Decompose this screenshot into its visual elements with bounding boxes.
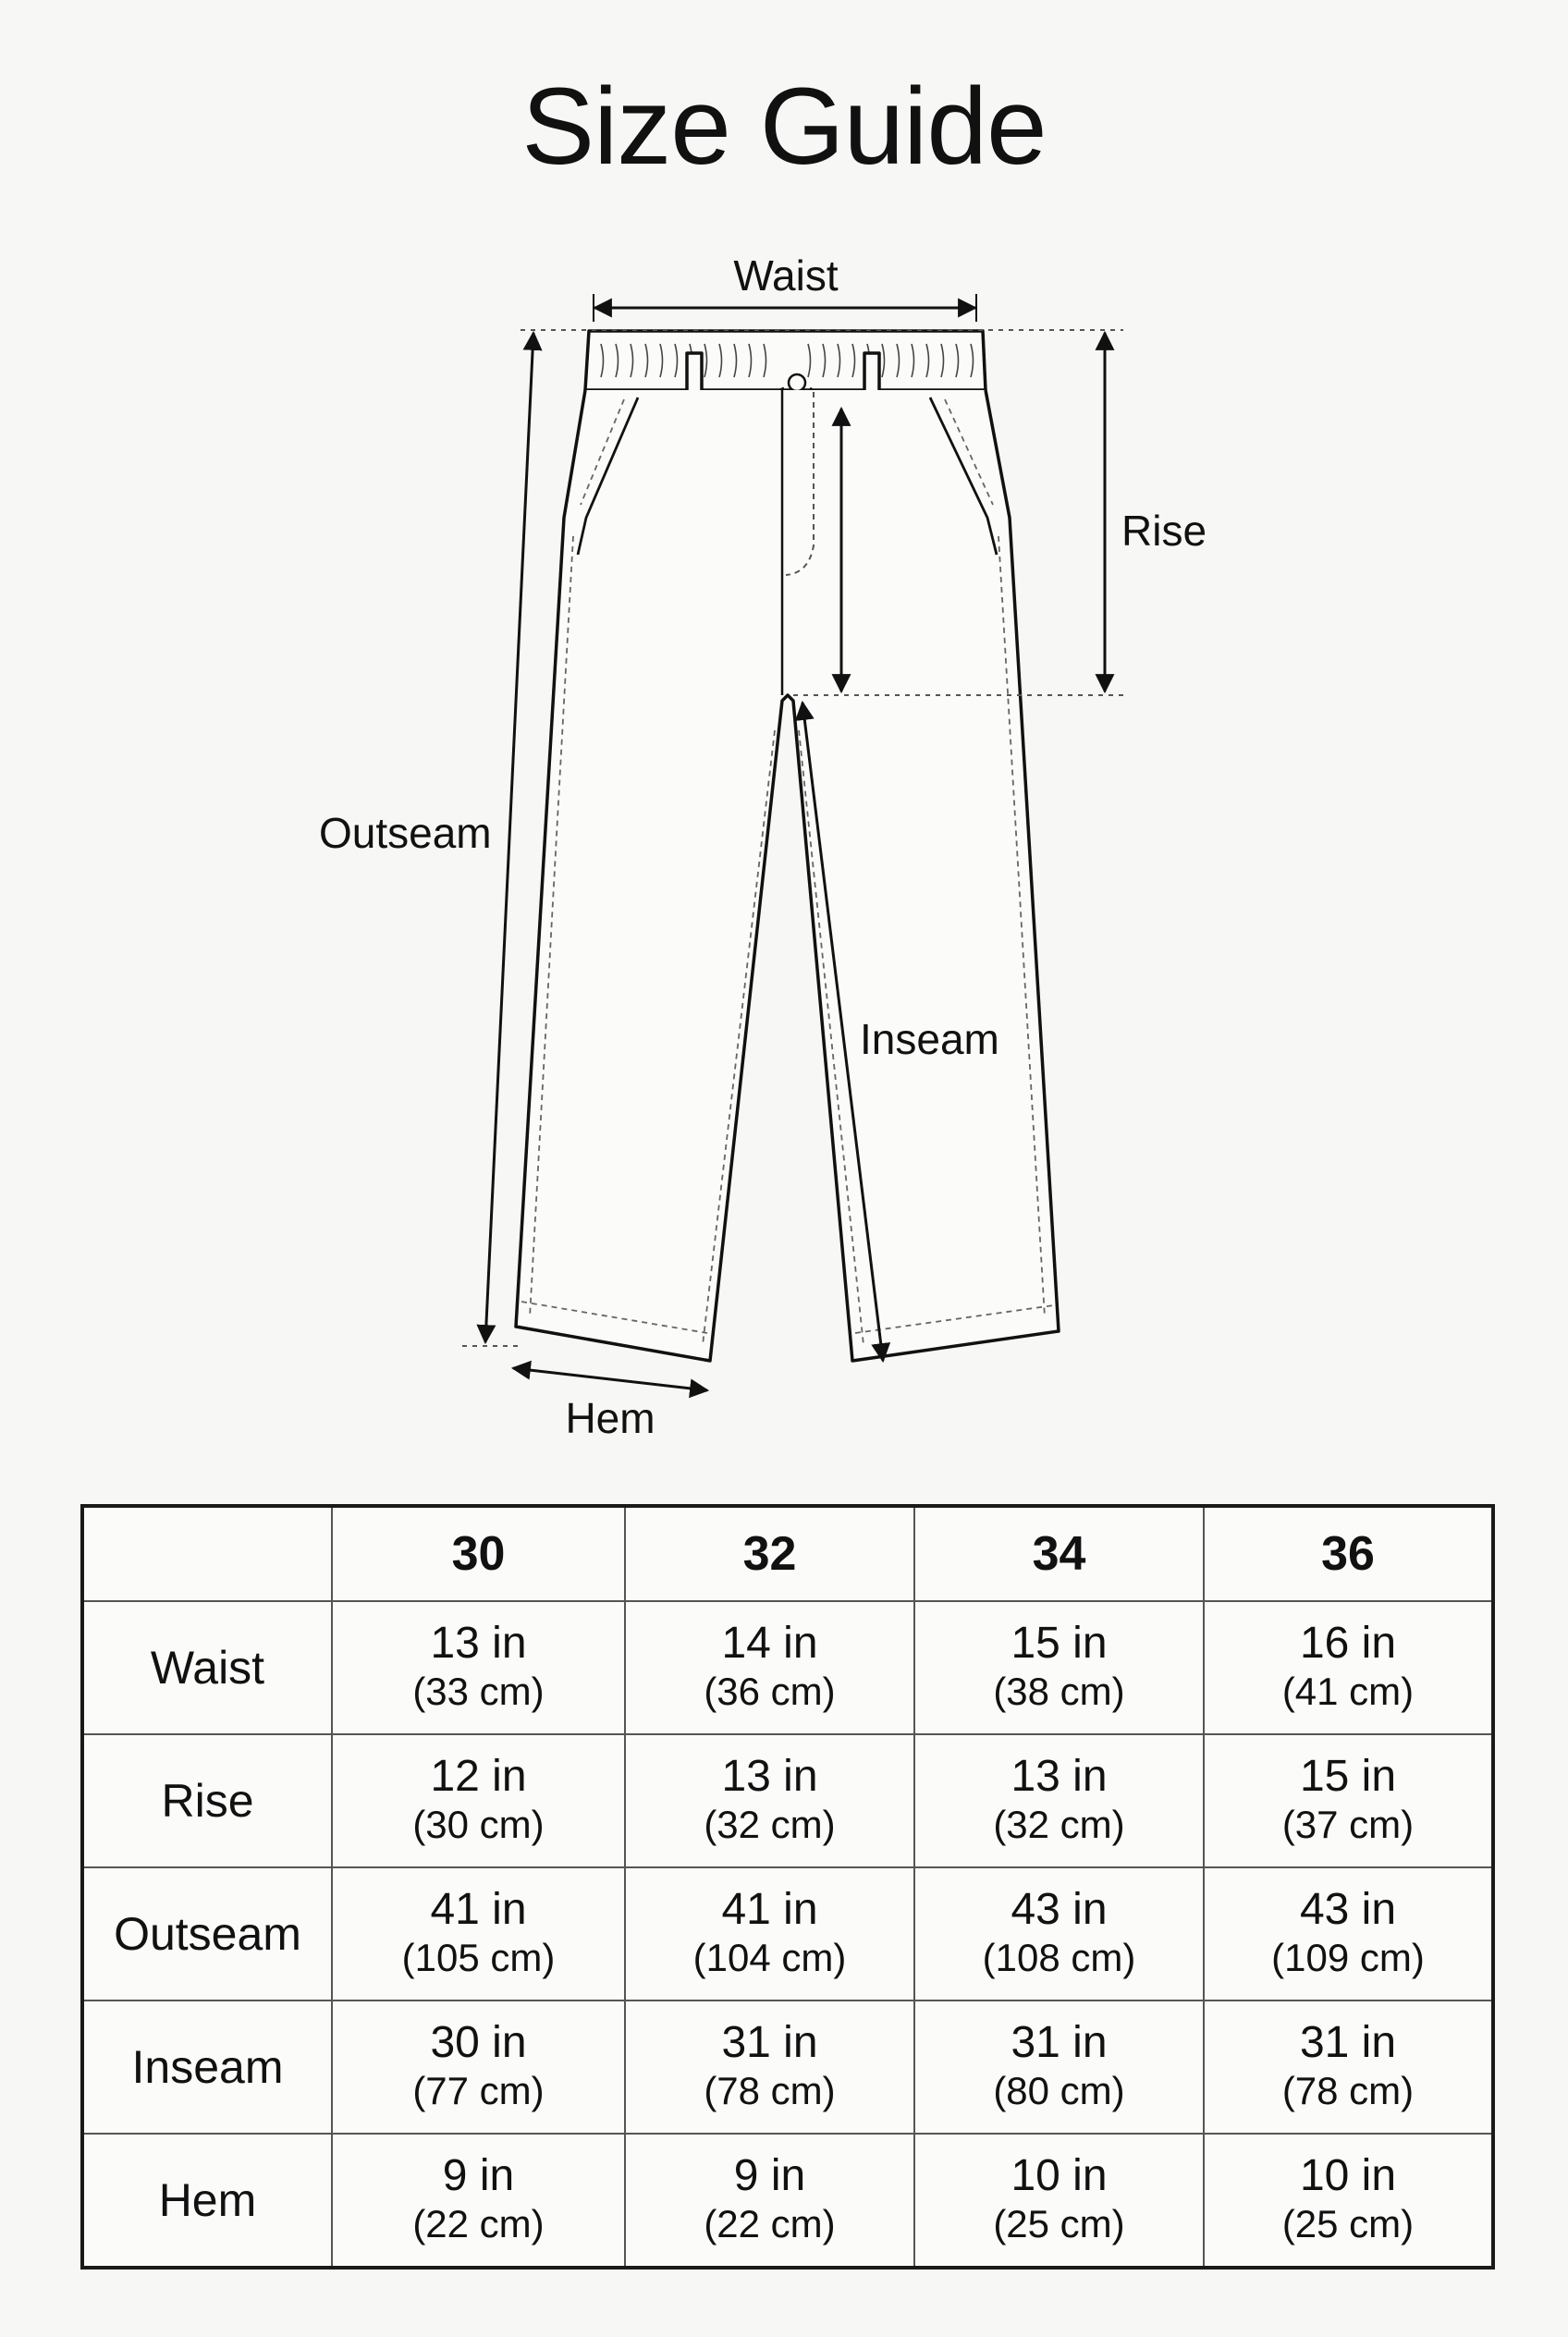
size-header: 34 [914, 1506, 1204, 1601]
measurement-cell [332, 2001, 625, 2134]
measurement-cell [625, 2134, 914, 2268]
value-cm: (41 cm) [1281, 1670, 1415, 1714]
value-inches: 43 in [1299, 1885, 1397, 1935]
value-cm: (22 cm) [704, 2202, 836, 2246]
measurement-cell [914, 2001, 1204, 2134]
size-table [80, 1504, 1495, 2270]
table-row-hem [82, 2134, 1493, 2268]
corner-cell [82, 1506, 332, 1601]
measurement-cell [914, 1734, 1204, 1867]
value-cm: (78 cm) [704, 2068, 836, 2112]
table-row-rise [82, 1734, 1493, 1867]
value-inches: 31 in [721, 2018, 818, 2068]
value-cm: (109 cm) [1271, 1936, 1425, 1979]
value-inches: 9 in [442, 2151, 515, 2201]
value-cm: (105 cm) [401, 1936, 556, 1979]
value-inches: 41 in [721, 1885, 818, 1935]
value-cm: (25 cm) [993, 2202, 1125, 2246]
value-cm: (78 cm) [1281, 2068, 1415, 2112]
measurement-cell [914, 1601, 1204, 1734]
value-cm: (77 cm) [412, 2068, 545, 2112]
value-inches: 31 in [1011, 2018, 1108, 2068]
value-inches: 10 in [1011, 2151, 1108, 2201]
row-label: Outseam [82, 1867, 332, 2001]
size-header-row [82, 1506, 1493, 1601]
inseam-label: Inseam [860, 1015, 999, 1063]
measurement-cell [1204, 1601, 1493, 1734]
size-header: 30 [332, 1506, 625, 1601]
measurement-cell [332, 2134, 625, 2268]
value-inches: 16 in [1299, 1619, 1397, 1669]
value-cm: (32 cm) [704, 1803, 836, 1847]
measurement-cell [1204, 1734, 1493, 1867]
measurement-cell [625, 1734, 914, 1867]
value-inches: 15 in [1011, 1619, 1108, 1669]
row-label: Inseam [82, 2001, 332, 2134]
value-cm: (80 cm) [993, 2068, 1125, 2112]
waist-label: Waist [733, 251, 839, 300]
value-inches: 13 in [721, 1752, 818, 1802]
value-cm: (33 cm) [412, 1670, 545, 1714]
value-inches: 30 in [430, 2018, 527, 2068]
measurement-cell [625, 1601, 914, 1734]
table-row-outseam [82, 1867, 1493, 2001]
value-inches: 12 in [430, 1752, 527, 1802]
measurement-cell [332, 1867, 625, 2001]
measurement-cell [914, 2134, 1204, 2268]
row-label: Rise [82, 1734, 332, 1867]
hem-arrow [513, 1368, 707, 1390]
value-cm: (32 cm) [993, 1803, 1125, 1847]
measurement-cell [1204, 1867, 1493, 2001]
row-label: Hem [82, 2134, 332, 2268]
measurement-cell [1204, 2001, 1493, 2134]
hem-label: Hem [565, 1394, 655, 1442]
waistband-outline [585, 331, 986, 390]
table-row-waist [82, 1601, 1493, 1734]
measurement-cell [332, 1734, 625, 1867]
value-inches: 13 in [430, 1619, 527, 1669]
value-cm: (22 cm) [412, 2202, 545, 2246]
row-label: Waist [82, 1601, 332, 1734]
value-inches: 15 in [1299, 1752, 1397, 1802]
value-inches: 9 in [733, 2151, 806, 2201]
value-cm: (25 cm) [1281, 2202, 1415, 2246]
outseam-label: Outseam [319, 809, 492, 857]
measurement-cell [625, 2001, 914, 2134]
page-title: Size Guide [521, 66, 1047, 188]
value-cm: (38 cm) [993, 1670, 1125, 1714]
value-inches: 14 in [721, 1619, 818, 1669]
value-inches: 31 in [1299, 2018, 1397, 2068]
rise-label: Rise [1121, 507, 1207, 555]
table-row-inseam [82, 2001, 1493, 2134]
measurement-cell [332, 1601, 625, 1734]
size-header: 36 [1204, 1506, 1493, 1601]
value-inches: 43 in [1011, 1885, 1108, 1935]
value-inches: 13 in [1011, 1752, 1108, 1802]
measurement-cell [1204, 2134, 1493, 2268]
value-inches: 41 in [430, 1885, 527, 1935]
value-cm: (36 cm) [704, 1670, 836, 1714]
value-cm: (37 cm) [1281, 1803, 1415, 1847]
measurement-cell [914, 1867, 1204, 2001]
size-header: 32 [625, 1506, 914, 1601]
measurement-cell [625, 1867, 914, 2001]
value-cm: (30 cm) [412, 1803, 545, 1847]
value-inches: 10 in [1299, 2151, 1397, 2201]
value-cm: (108 cm) [982, 1936, 1136, 1979]
waist-button [789, 374, 805, 391]
value-cm: (104 cm) [692, 1936, 847, 1979]
pants-illustration [516, 331, 1059, 1361]
pants-body-outline [516, 390, 1059, 1361]
